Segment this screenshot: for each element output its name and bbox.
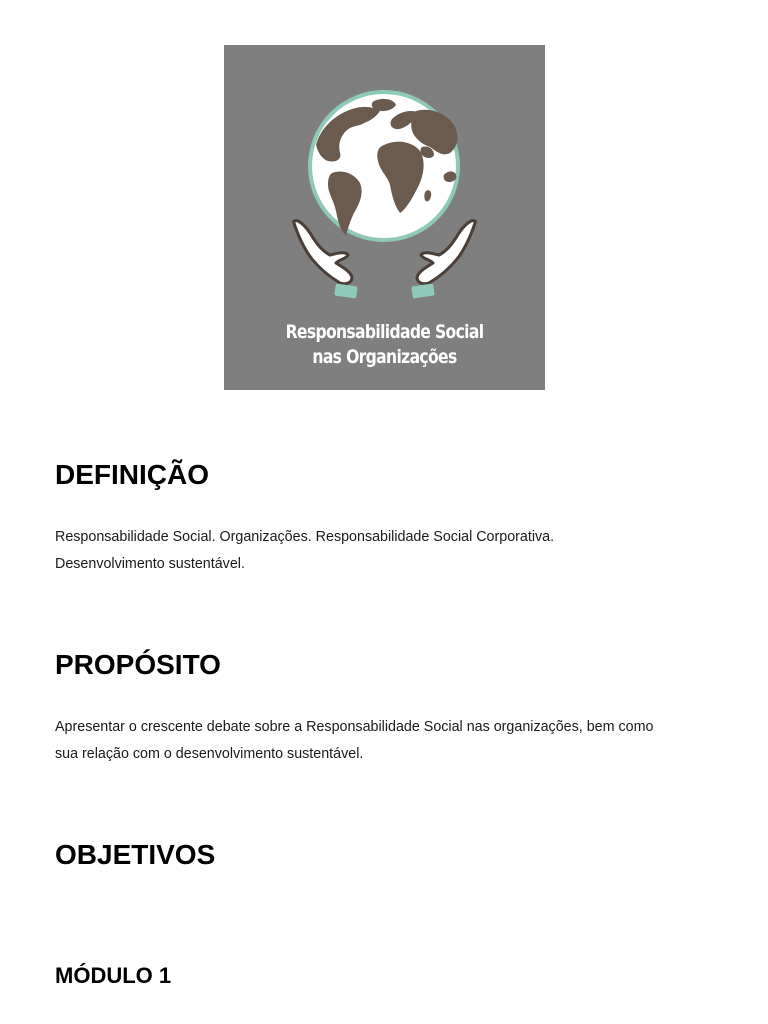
- proposito-heading: PROPÓSITO: [55, 649, 221, 680]
- objetivos-heading: OBJETIVOS: [55, 839, 216, 870]
- definicao-heading: DEFINIÇÃO: [55, 459, 209, 490]
- proposito-text-line1: Apresentar o crescente debate sobre a Responsabilidade Social nas organizações, bem como: [55, 719, 654, 735]
- cover-title-line1: Responsabilidade Social: [285, 321, 484, 343]
- definicao-text-line1: Responsabilidade Social. Organizações. Responsabilidade Social Corporativa.: [55, 529, 555, 545]
- cover-title-line2: nas Organizações: [312, 346, 457, 368]
- cover-image: [224, 45, 545, 390]
- modulo1-heading: MÓDULO 1: [55, 963, 172, 988]
- proposito-text-line2: sua relação com o desenvolvimento sustentável.: [55, 746, 364, 762]
- definicao-text-line2: Desenvolvimento sustentável.: [55, 556, 245, 572]
